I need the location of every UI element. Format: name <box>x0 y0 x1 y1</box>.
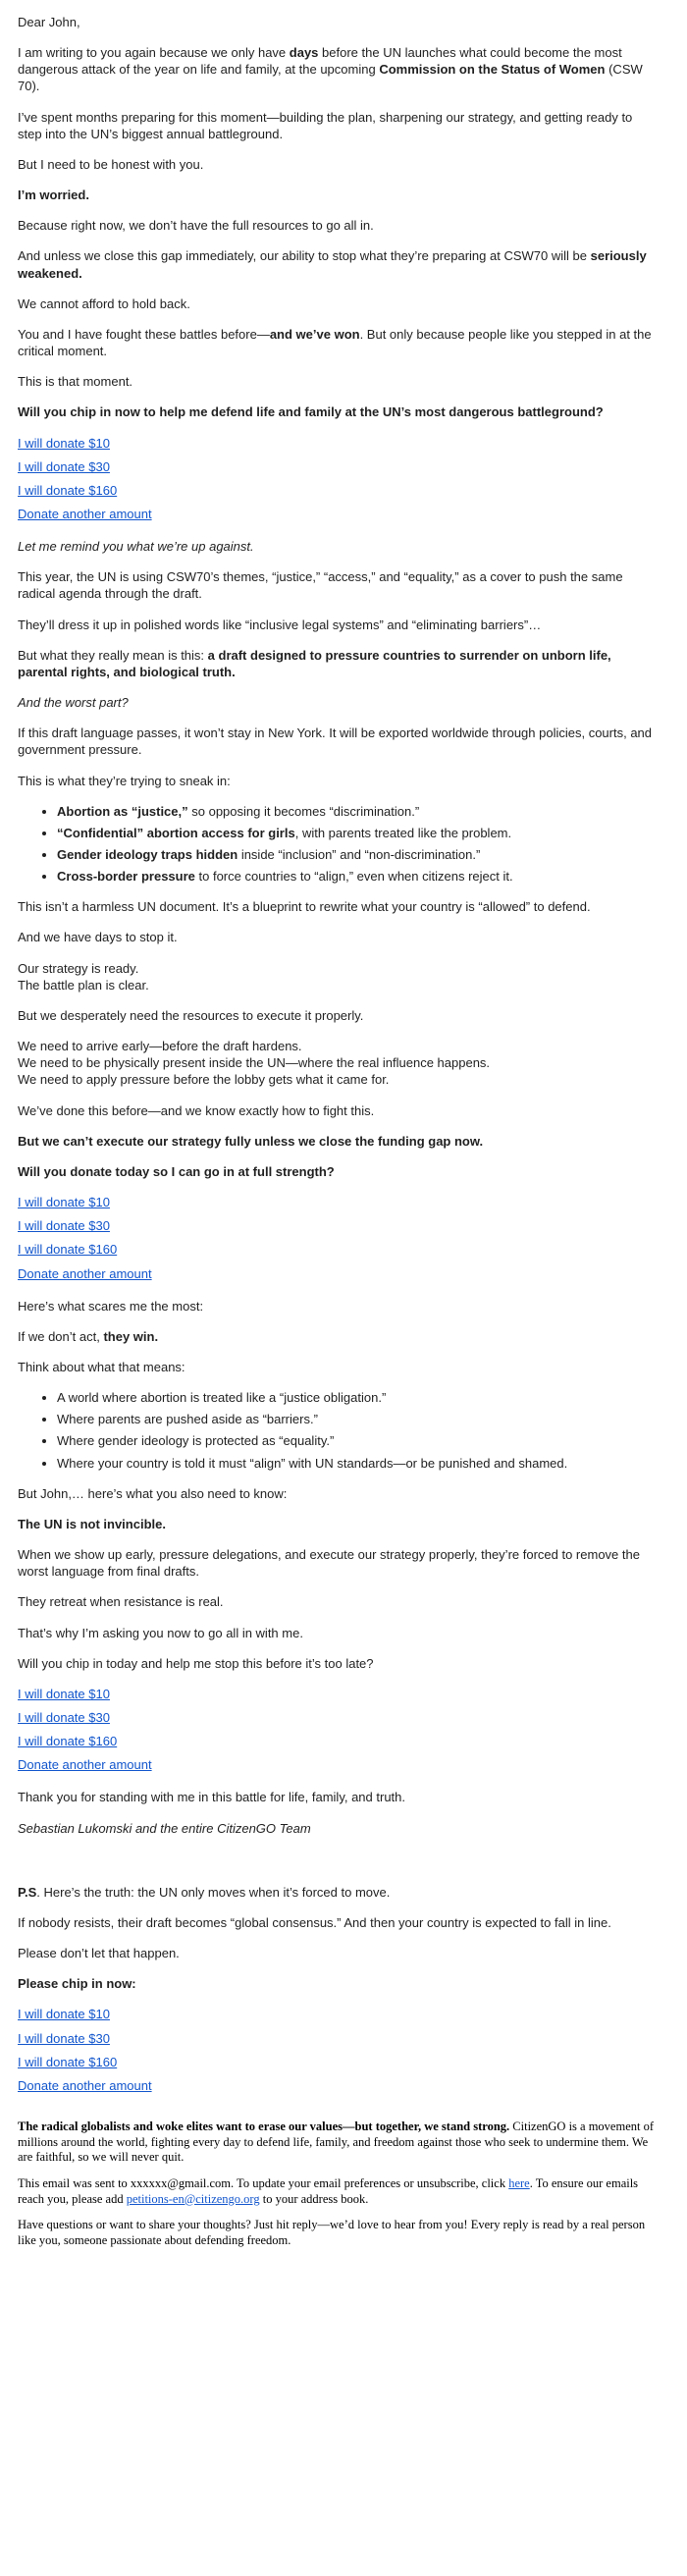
donate-links-4 <box>18 2006 658 2094</box>
bold-text: and we’ve won <box>269 326 360 342</box>
paragraph-worst-part: And the worst part? <box>18 695 129 711</box>
text: so opposing it becomes “discrimination.” <box>187 803 420 819</box>
paragraph-intro <box>18 44 658 94</box>
bold-text: days <box>289 45 319 61</box>
donate-30-link[interactable]: I will donate $30 <box>18 2030 110 2046</box>
donate-other-link[interactable]: Donate another amount <box>18 506 152 521</box>
text: , with parents treated like the problem. <box>294 825 512 840</box>
paragraph-resources: Because right now, we don’t have the full resources to go all in. <box>18 218 374 234</box>
paragraph-sneak-in: This is what they’re trying to sneak in: <box>18 773 231 788</box>
bold-text: “Confidential” abortion access for girls <box>57 825 295 840</box>
paragraph-ps <box>18 1884 658 1901</box>
list-item <box>57 803 658 820</box>
paragraph-dress: They’ll dress it up in polished words like “inclusive legal systems” and “eliminating barriers”… <box>18 617 542 632</box>
text: inside “inclusion” and “non-discrimination.” <box>238 847 481 862</box>
paragraph-themes: This year, the UN is using CSW70’s themes, “justice,” “access,” and “equality,” as a cover to push the same radical agenda through the draft. <box>18 569 623 602</box>
heading-not-invincible: The UN is not invincible. <box>18 1516 166 1531</box>
paragraph-done-before: We’ve done this before—and we know exactly how to fight this. <box>18 1102 375 1118</box>
list-item: • A world where abortion is treated like a “justice obligation.” <box>57 1389 658 1406</box>
means-list <box>18 1389 658 1472</box>
text: We need to arrive early—before the draft hardens. <box>18 1039 302 1054</box>
text: before the UN launches what could become the most dangerous attack of the year on life and family, at the upcoming <box>18 45 622 78</box>
text: . But only because people like you stepped in at the critical moment. <box>18 326 652 359</box>
heading-please-chip: Please chip in now: <box>18 1976 136 1992</box>
list-item: • Where parents are pushed aside as “barriers.” <box>57 1411 658 1427</box>
paragraph-but-john: But John,… here’s what you also need to know: <box>18 1485 288 1501</box>
paragraph-dont-let: Please don’t let that happen. <box>18 1946 180 1961</box>
paragraph-thanks: Thank you for standing with me in this battle for life, family, and truth. <box>18 1790 406 1805</box>
list-item <box>57 846 658 863</box>
paragraph-retreat: They retreat when resistance is real. <box>18 1594 224 1610</box>
paragraph-they-win <box>18 1328 658 1345</box>
text: And unless we close this gap immediately, our ability to stop what they’re preparing at CSW70 will be <box>18 248 591 264</box>
donate-10-link[interactable]: I will donate $10 <box>18 1195 110 1210</box>
signature: Sebastian Lukomski and the entire CitizenGO Team <box>18 1820 311 1836</box>
bold-text: The radical globalists and woke elites want to erase our values—but together, we stand strong. <box>18 2120 510 2134</box>
list-item <box>57 868 658 885</box>
unsubscribe-link[interactable]: here <box>508 2175 530 2190</box>
bold-text: P.S <box>18 1884 37 1900</box>
paragraph-show-up: When we show up early, pressure delegations, and execute our strategy properly, they’re forced to remove the worst language from final drafts. <box>18 1547 640 1580</box>
donate-other-link[interactable]: Donate another amount <box>18 1265 152 1281</box>
paragraph-afford: We cannot afford to hold back. <box>18 295 190 311</box>
paragraph-mean <box>18 647 658 680</box>
text: to force countries to “align,” even when citizens reject it. <box>194 869 513 885</box>
text: If we don’t act, <box>18 1328 104 1344</box>
donate-links-3 <box>18 1686 658 1774</box>
paragraph-days: And we have days to stop it. <box>18 930 178 945</box>
paragraph-passes: If this draft language passes, it won’t stay in New York. It will be exported worldwide through policies, courts, and government pressure. <box>18 725 653 758</box>
text: You and I have fought these battles before— <box>18 326 270 342</box>
paragraph-remind: Let me remind you what we’re up against. <box>18 539 254 555</box>
paragraph-needs <box>18 1038 658 1088</box>
sneak-list <box>18 803 658 886</box>
paragraph-battles <box>18 326 658 359</box>
donate-links-1 <box>18 435 658 523</box>
donate-links-2 <box>18 1194 658 1282</box>
text: We need to apply pressure before the lobby gets what it came for. <box>18 1072 390 1088</box>
text: We need to be physically present inside the UN—where the real influence happens. <box>18 1055 491 1071</box>
donate-30-link[interactable]: I will donate $30 <box>18 1710 110 1725</box>
bold-text: Abortion as “justice,” <box>57 803 188 819</box>
donate-10-link[interactable]: I will donate $10 <box>18 435 110 451</box>
text: . To ensure our emails reach you, please add <box>18 2175 639 2206</box>
paragraph-gap <box>18 247 658 281</box>
text: But what they really mean is this: <box>18 647 208 663</box>
text: The battle plan is clear. <box>18 977 149 993</box>
donate-160-link[interactable]: I will donate $160 <box>18 1242 118 1258</box>
list-item <box>57 825 658 841</box>
donate-other-link[interactable]: Donate another amount <box>18 1757 152 1773</box>
paragraph-think: Think about what that means: <box>18 1359 185 1374</box>
bold-text: a draft designed to pressure countries to surrender on unborn life, parental rights, and biological truth. <box>18 647 611 679</box>
text: to your address book. <box>259 2191 369 2206</box>
paragraph-strategy <box>18 960 658 993</box>
greeting: Dear John, <box>18 15 80 29</box>
email-footer <box>18 2120 658 2248</box>
list-item: • Where gender ideology is protected as “equality.” <box>57 1432 658 1449</box>
bold-text: they win. <box>103 1328 159 1344</box>
paragraph-resists: If nobody resists, their draft becomes “global consensus.” And then your country is expected to fall in line. <box>18 1914 611 1930</box>
bold-text: Commission on the Status of Women <box>379 62 606 78</box>
list-item: • Where your country is told it must “align” with UN standards—or be punished and shamed. <box>57 1455 658 1472</box>
address-book-email-link[interactable]: petitions-en@citizengo.org <box>126 2191 260 2206</box>
footer-unsubscribe <box>18 2176 658 2207</box>
paragraph-worried: I’m worried. <box>18 188 89 203</box>
donate-10-link[interactable]: I will donate $10 <box>18 1686 110 1701</box>
bold-text: Cross-border pressure <box>57 869 195 885</box>
bold-text: Gender ideology traps hidden <box>57 847 238 862</box>
text: I am writing to you again because we only have <box>18 45 290 61</box>
paragraph-honest: But I need to be honest with you. <box>18 156 204 172</box>
donate-other-link[interactable]: Donate another amount <box>18 2077 152 2093</box>
paragraph-desperate: But we desperately need the resources to execute it properly. <box>18 1007 364 1023</box>
donate-30-link[interactable]: I will donate $30 <box>18 458 110 474</box>
footer-reply-note: Have questions or want to share your thoughts? Just hit reply—we’d love to hear from you! Every reply is read by a real person like you, someone passionate about defending freedom. <box>18 2218 646 2247</box>
footer-mission <box>18 2120 658 2166</box>
heading-funding-gap: But we can’t execute our strategy fully unless we close the funding gap now. <box>18 1133 484 1149</box>
text: CitizenGO is a movement of millions around the world, fighting every day to defend life, family, and freedom against those who seek to undermine them. We are faithful, so we will never quit. <box>18 2120 655 2165</box>
donate-160-link[interactable]: I will donate $160 <box>18 2054 118 2069</box>
donate-160-link[interactable]: I will donate $160 <box>18 1734 118 1749</box>
donate-160-link[interactable]: I will donate $160 <box>18 482 118 498</box>
donate-10-link[interactable]: I will donate $10 <box>18 2007 110 2022</box>
bold-text: seriously weakened. <box>18 248 647 281</box>
paragraph-blueprint: This isn’t a harmless UN document. It’s a blueprint to rewrite what your country is “allowed” to defend. <box>18 899 591 915</box>
paragraph-too-late: Will you chip in today and help me stop this before it’s too late? <box>18 1655 374 1671</box>
text: . Here’s the truth: the UN only moves when it’s forced to move. <box>36 1884 391 1900</box>
paragraph-months: I’ve spent months preparing for this moment—building the plan, sharpening our strategy, and getting ready to step into the UN’s biggest annual battleground. <box>18 109 633 141</box>
text: (CSW 70). <box>18 62 643 94</box>
paragraph-scares: Here’s what scares me the most: <box>18 1298 204 1314</box>
text: This email was sent to xxxxxx@gmail.com. To update your email preferences or unsubscribe, click <box>18 2175 509 2190</box>
text: Our strategy is ready. <box>18 960 139 976</box>
heading-full-strength: Will you donate today so I can go in at full strength? <box>18 1163 335 1179</box>
paragraph-all-in: That’s why I’m asking you now to go all in with me. <box>18 1625 303 1640</box>
donate-30-link[interactable]: I will donate $30 <box>18 1218 110 1234</box>
heading-chip-in: Will you chip in now to help me defend life and family at the UN’s most dangerous battleground? <box>18 404 604 420</box>
paragraph-moment: This is that moment. <box>18 374 133 390</box>
